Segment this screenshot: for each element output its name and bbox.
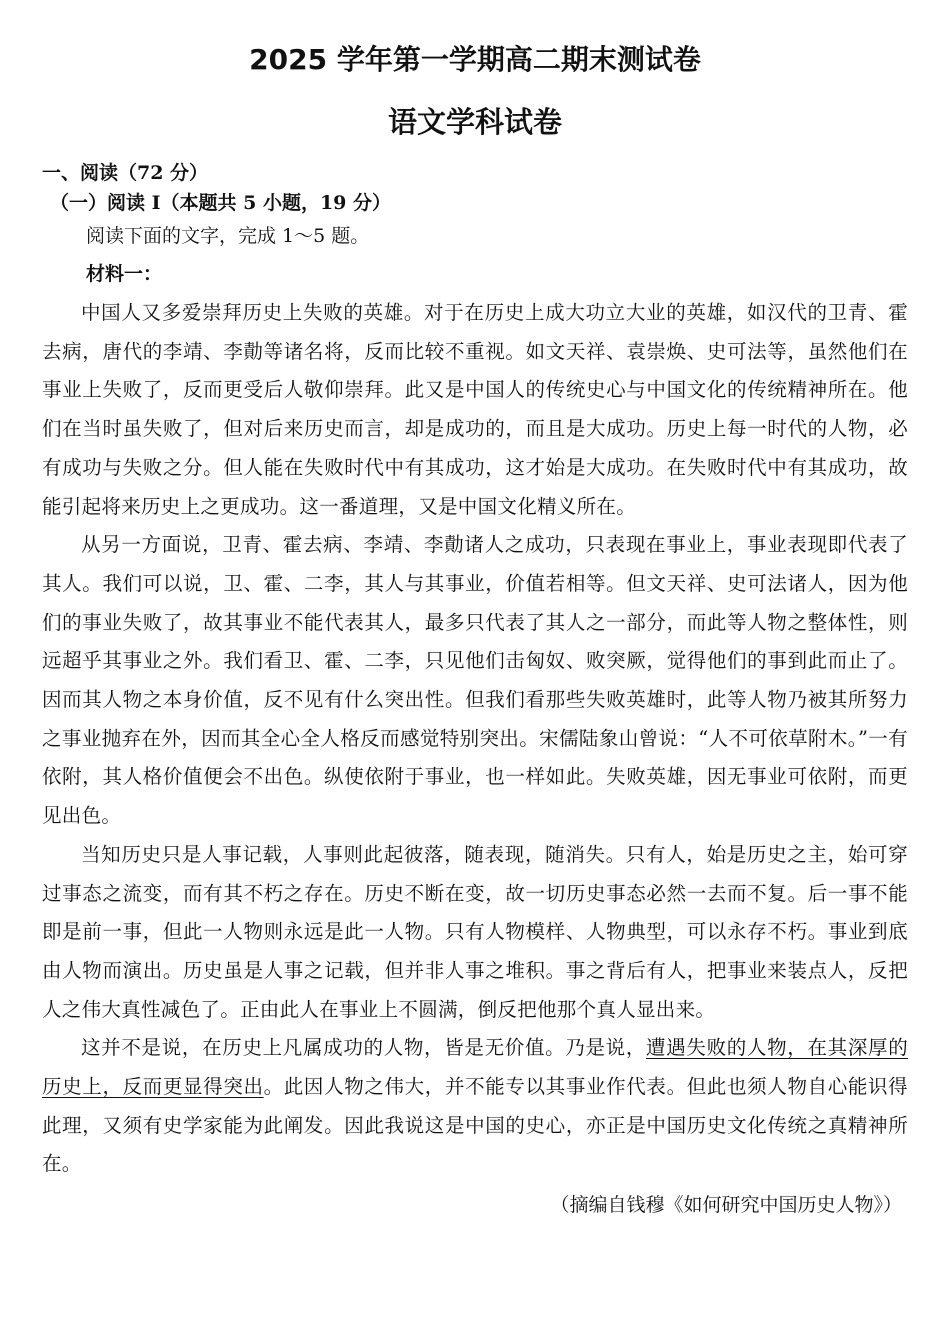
exam-subtitle: 语文学科试卷: [387, 105, 562, 139]
passage-paragraph-3: 当知历史只是人事记载，人事则此起彼落，随表现，随消失。只有人，始是历史之主，始可穿过事态之流变，而有其不朽之存在。历史不断在变，故一切历史事态必然一去而不复。后一事不能即是前一事，但此一人物则永远是此一人物。只有人物模样、人物典型，可以永存不朽。事业到底由人物而演出。历史虽是人事之记载，但并非人事之堆积。事之背后有人，把事业来装点人，反把人之伟大真性减色了。正由此人在事业上不圆满，倒反把他那个真人显出来。: [42, 842, 908, 1021]
passage-paragraph-2: 从另一方面说，卫青、霍去病、李靖、李勣诸人之成功，只表现在事业上，事业表现即代表了其人。我们可以说，卫、霍、二李，其人与其事业，价值若相等。但文天祥、史可法诸人，因为他们的事业失败了，故其事业不能代表其人，最多只代表了其人之一部分，而此等人物之整体性，则远超乎其事业之外。我们看卫、霍、二李，只见他们击匈奴、败突厥，觉得他们的事到此而止了。因而其人物之本身价值，反不见有什么突出性。但我们看那些失败英雄时，此等人物乃被其所努力之事业抛弃在外，因而其全心全人格反而感觉特别突出。宋儒陆象山曾说：“人不可依草附木。”一有依附，其人格价值便会不出色。纵使依附于事业，也一样如此。失败英雄，因无事业可依附，而更见出色。: [42, 533, 908, 828]
exam-body: [42, 158, 908, 1224]
paragraph-4-rest: 。此因人物之伟大，并不能专以其事业作代表。但此也须人物自心能识得此理，又须有史学家能为此阐发。因此我说这是中国的史心，亦正是中国历史文化传统之真精神所在。: [42, 1075, 908, 1176]
reading-instruction: 阅读下面的文字，完成 1～5 题。: [86, 225, 370, 247]
paragraph-4-lead: 这并不是说，在历史上凡属成功的人物，皆是无价值。乃是说，: [81, 1036, 647, 1060]
passage-source: （摘编自钱穆《如何研究中国历史人物》）: [550, 1194, 902, 1217]
material-label: 材料一：: [86, 263, 163, 285]
passage-paragraph-1: 中国人又多爱崇拜历史上失败的英雄。对于在历史上成大功立大业的英雄，如汉代的卫青、霍去病，唐代的李靖、李勣等诸名将，反而比较不重视。如文天祥、袁崇焕、史可法等，虽然他们在事业上失败了，反而更受后人敬仰崇拜。此又是中国人的传统史心与中国文化的传统精神所在。他们在当时虽失败了，但对后来历史而言，却是成功的，而且是大成功。历史上每一时代的人物，必有成功与失败之分。但人能在失败时代中有其成功，这才始是大成功。在失败时代中有其成功，故能引起将来历史上之更成功。这一番道理，又是中国文化精义所在。: [42, 301, 908, 518]
exam-title: 2025 学年第一学期高二期末测试卷: [249, 43, 701, 76]
underlined-sentence: 遭遇失败的人物，在其深厚的历史上，反而更显得突出: [42, 1036, 908, 1099]
passage-paragraph-4: [42, 1029, 908, 1184]
section-heading: 一、阅读（72 分）: [42, 162, 209, 184]
subsection-heading: （一）阅读 I（本题共 5 小题，19 分）: [50, 192, 392, 214]
